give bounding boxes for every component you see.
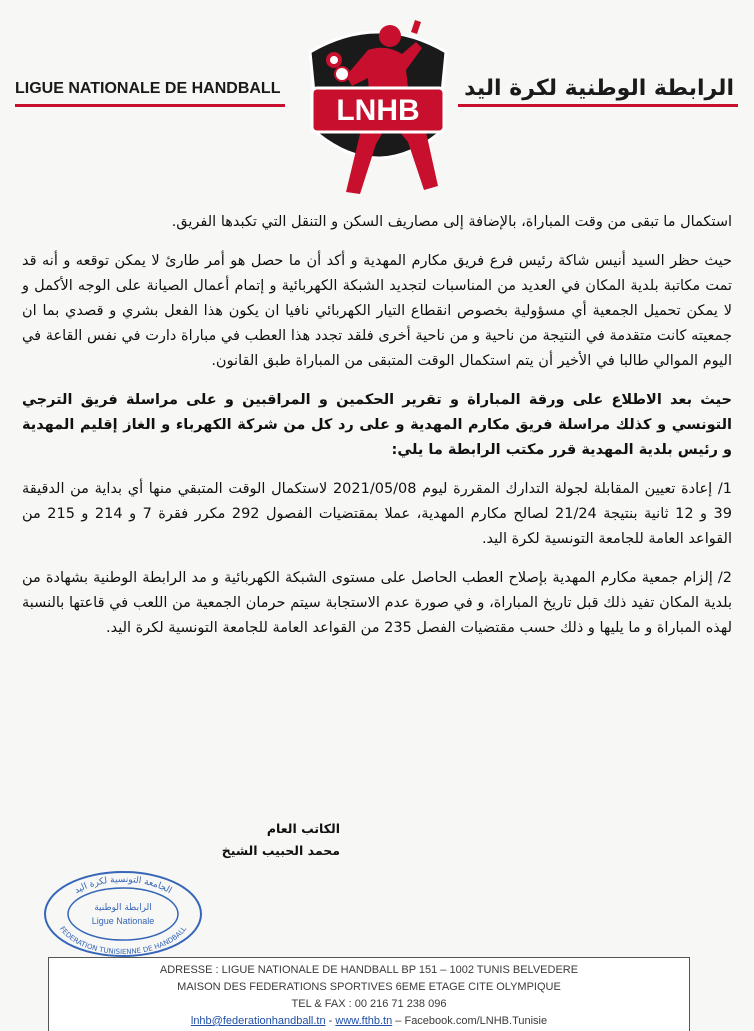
signature-block — [180, 818, 340, 862]
lnhb-logo — [298, 14, 458, 202]
footer-building: MAISON DES FEDERATIONS SPORTIVES 6EME ETAGE CITE OLYMPIQUE — [177, 981, 561, 993]
website-link[interactable]: www.fthb.tn — [335, 1015, 393, 1027]
signatory-name: محمد الحبيب الشيخ — [221, 843, 340, 858]
paragraph-2: حيث حظر السيد أنيس شاكة رئيس فرع فريق مكارم المهدية و أكد أن ما حصل هو أمر طارئ لا يمكن توقعه و أنه قد تمت مكاتبة بلدية المكان في العديد من المناسبات لتجديد الشبكة الكهربائية و إتمام أعمال الصيانة على الوجه الأكمل و لا يمكن تحميل الجمعية أي مسؤولية بخصوص انقطاع التيار الكهربائي نافيا ان يكون هذا الفعل بشري و قصدي بما ان جمعيته كانت متقدمة في النتيجة من ناحية و من ناحية أخرى فلقد تجدد هذا العطب في مباراة دارت في نفس القاعة في اليوم الموالي طالبا في الأخير أن يتم استكمال الوقت المتبقى من المباراة طبق القانون. — [22, 253, 732, 369]
decision-item-2: 2/ إلزام جمعية مكارم المهدية بإصلاح العطب الحاصل على مستوى الشبكة الكهربائية و مد الرابطة الوطنية بشهادة من بلدية المكان تفيد ذلك قبل تاريخ المباراة، و في صورة عدم الاستجابة سيتم حرمان الجمعية من اللعب في قاعتها بالنسبة لهذه المباراة و ما يليها و ذلك حسب مقتضيات الفصل 235 من القواعد العامة للجامعة التونسية لكرة اليد. — [22, 570, 732, 636]
league-name-fr: LIGUE NATIONALE DE HANDBALL — [15, 80, 281, 97]
svg-text:الجامعة التونسية لكرة اليد: الجامعة التونسية لكرة اليد — [72, 874, 174, 897]
footer-address: ADRESSE : LIGUE NATIONALE DE HANDBALL BP 151 – 1002 TUNIS BELVEDERE — [159, 964, 579, 976]
letterhead — [0, 0, 754, 200]
footer-links: lnhb@federationhandball.tn - www.fthb.tn – Facebook.com/LNHB.Tunisie — [190, 1015, 548, 1027]
facebook-text: Facebook.com/LNHB.Tunisie — [404, 1015, 548, 1027]
footer-contact — [48, 957, 690, 1031]
official-stamp — [38, 868, 208, 958]
paragraph-3: حيث بعد الاطلاع على ورقة المباراة و تقرير الحكمين و المراقبين و على مراسلة فريق الترجي التونسي و كذلك مراسلة فريق مكارم المهدية و على رد كل من شركة الكهرباء و الغاز إقليم المهدية و رئيس بلدية المهدية قرر مكتب الرابطة ما يلي: — [22, 392, 732, 458]
decision-body — [22, 210, 732, 655]
paragraph-1: استكمال ما تبقى من وقت المباراة، بالإضافة إلى مصاريف السكن و التنقل التي تكبدها الفريق. — [171, 214, 732, 230]
header-divider-left — [15, 104, 285, 107]
email-link[interactable]: lnhb@federationhandball.tn — [190, 1015, 326, 1027]
svg-text:Ligue Nationale: Ligue Nationale — [91, 916, 155, 926]
logo-text: LNHB — [336, 94, 420, 127]
league-name-ar: الرابطة الوطنية لكرة اليد — [464, 76, 734, 101]
header-divider-right — [458, 104, 738, 107]
footer-phone: TEL & FAX : 00 216 71 238 096 — [291, 998, 447, 1010]
signatory-title: الكاتب العام — [266, 821, 340, 836]
decision-item-1: 1/ إعادة تعيين المقابلة لجولة التدارك المقررة ليوم 2021/05/08 لاستكمال الوقت المتبقي منها أي بداية من الدقيقة 39 و 12 ثانية بنتيجة 21/24 لصالح مكارم المهدية، عملا بمقتضيات الفصول 292 مكرر فقرة 7 و 214 و 215 من القواعد العامة للجامعة التونسية لكرة اليد. — [22, 481, 732, 547]
svg-text:الرابطة الوطنية: الرابطة الوطنية — [94, 903, 152, 913]
svg-text:FEDERATION TUNISIENNE DE HANDB: FEDERATION TUNISIENNE DE HANDBALL — [58, 925, 188, 957]
